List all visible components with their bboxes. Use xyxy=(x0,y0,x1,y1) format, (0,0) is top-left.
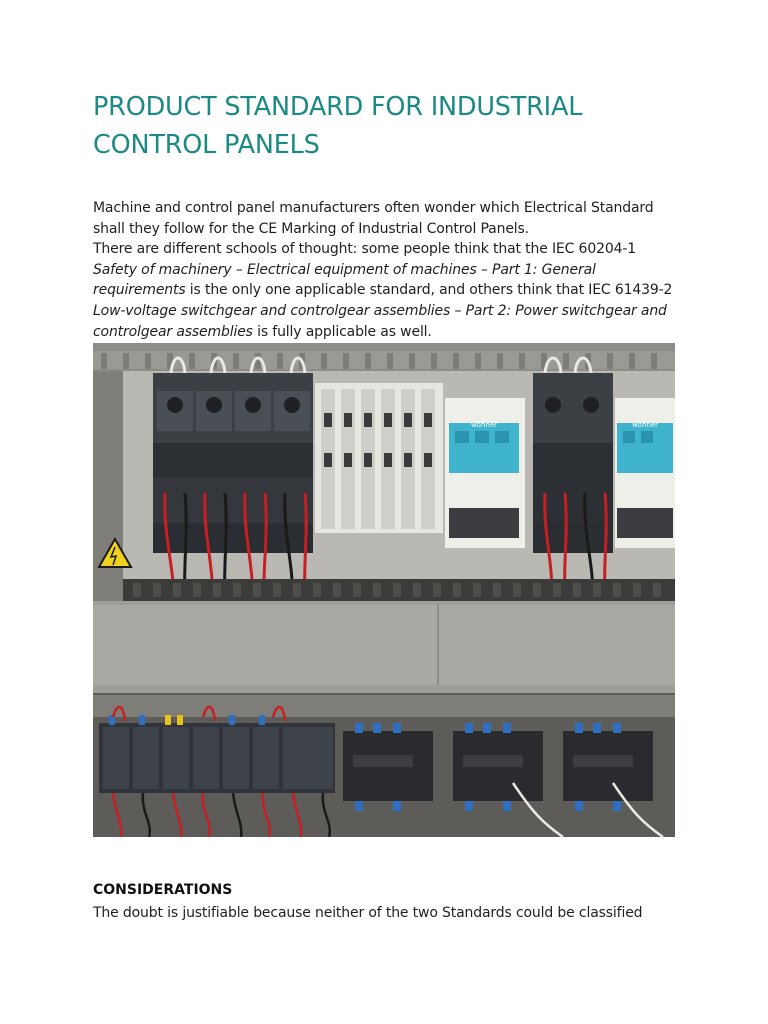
title-line-2: CONTROL PANELS xyxy=(93,130,320,160)
brand-label-1: wöhner xyxy=(470,421,498,429)
schools-prefix: There are different schools of thought: some people think that the IEC 60204-1 xyxy=(93,241,637,258)
intro-schools xyxy=(93,239,675,342)
iec-61439-title: Low-voltage switchgear and controlgear assemblies – Part 2: Power switchgear and controlgear assemblies xyxy=(93,302,667,340)
schools-middle: is the only one applicable standard, and others think that IEC 61439-2 xyxy=(185,282,673,299)
control-panel-photo xyxy=(93,343,675,837)
page-title xyxy=(93,88,675,164)
intro-paragraph xyxy=(93,198,675,342)
title-line-1: PRODUCT STANDARD FOR INDUSTRIAL xyxy=(93,92,583,122)
iec-60204-title: Safety of machinery – Electrical equipment of machines – Part 1: General requirements xyxy=(93,261,596,299)
considerations-text: The doubt is justifiable because neither of the two Standards could be classified xyxy=(93,905,643,921)
intro-line-1: Machine and control panel manufacturers often wonder which Electrical Standard shall they follow for the CE Marking of Industrial Control Panels. xyxy=(93,200,654,237)
brand-label-2: wöhner xyxy=(631,421,659,429)
schools-suffix: is fully applicable as well. xyxy=(252,323,432,340)
considerations-heading: CONSIDERATIONS xyxy=(93,882,233,898)
